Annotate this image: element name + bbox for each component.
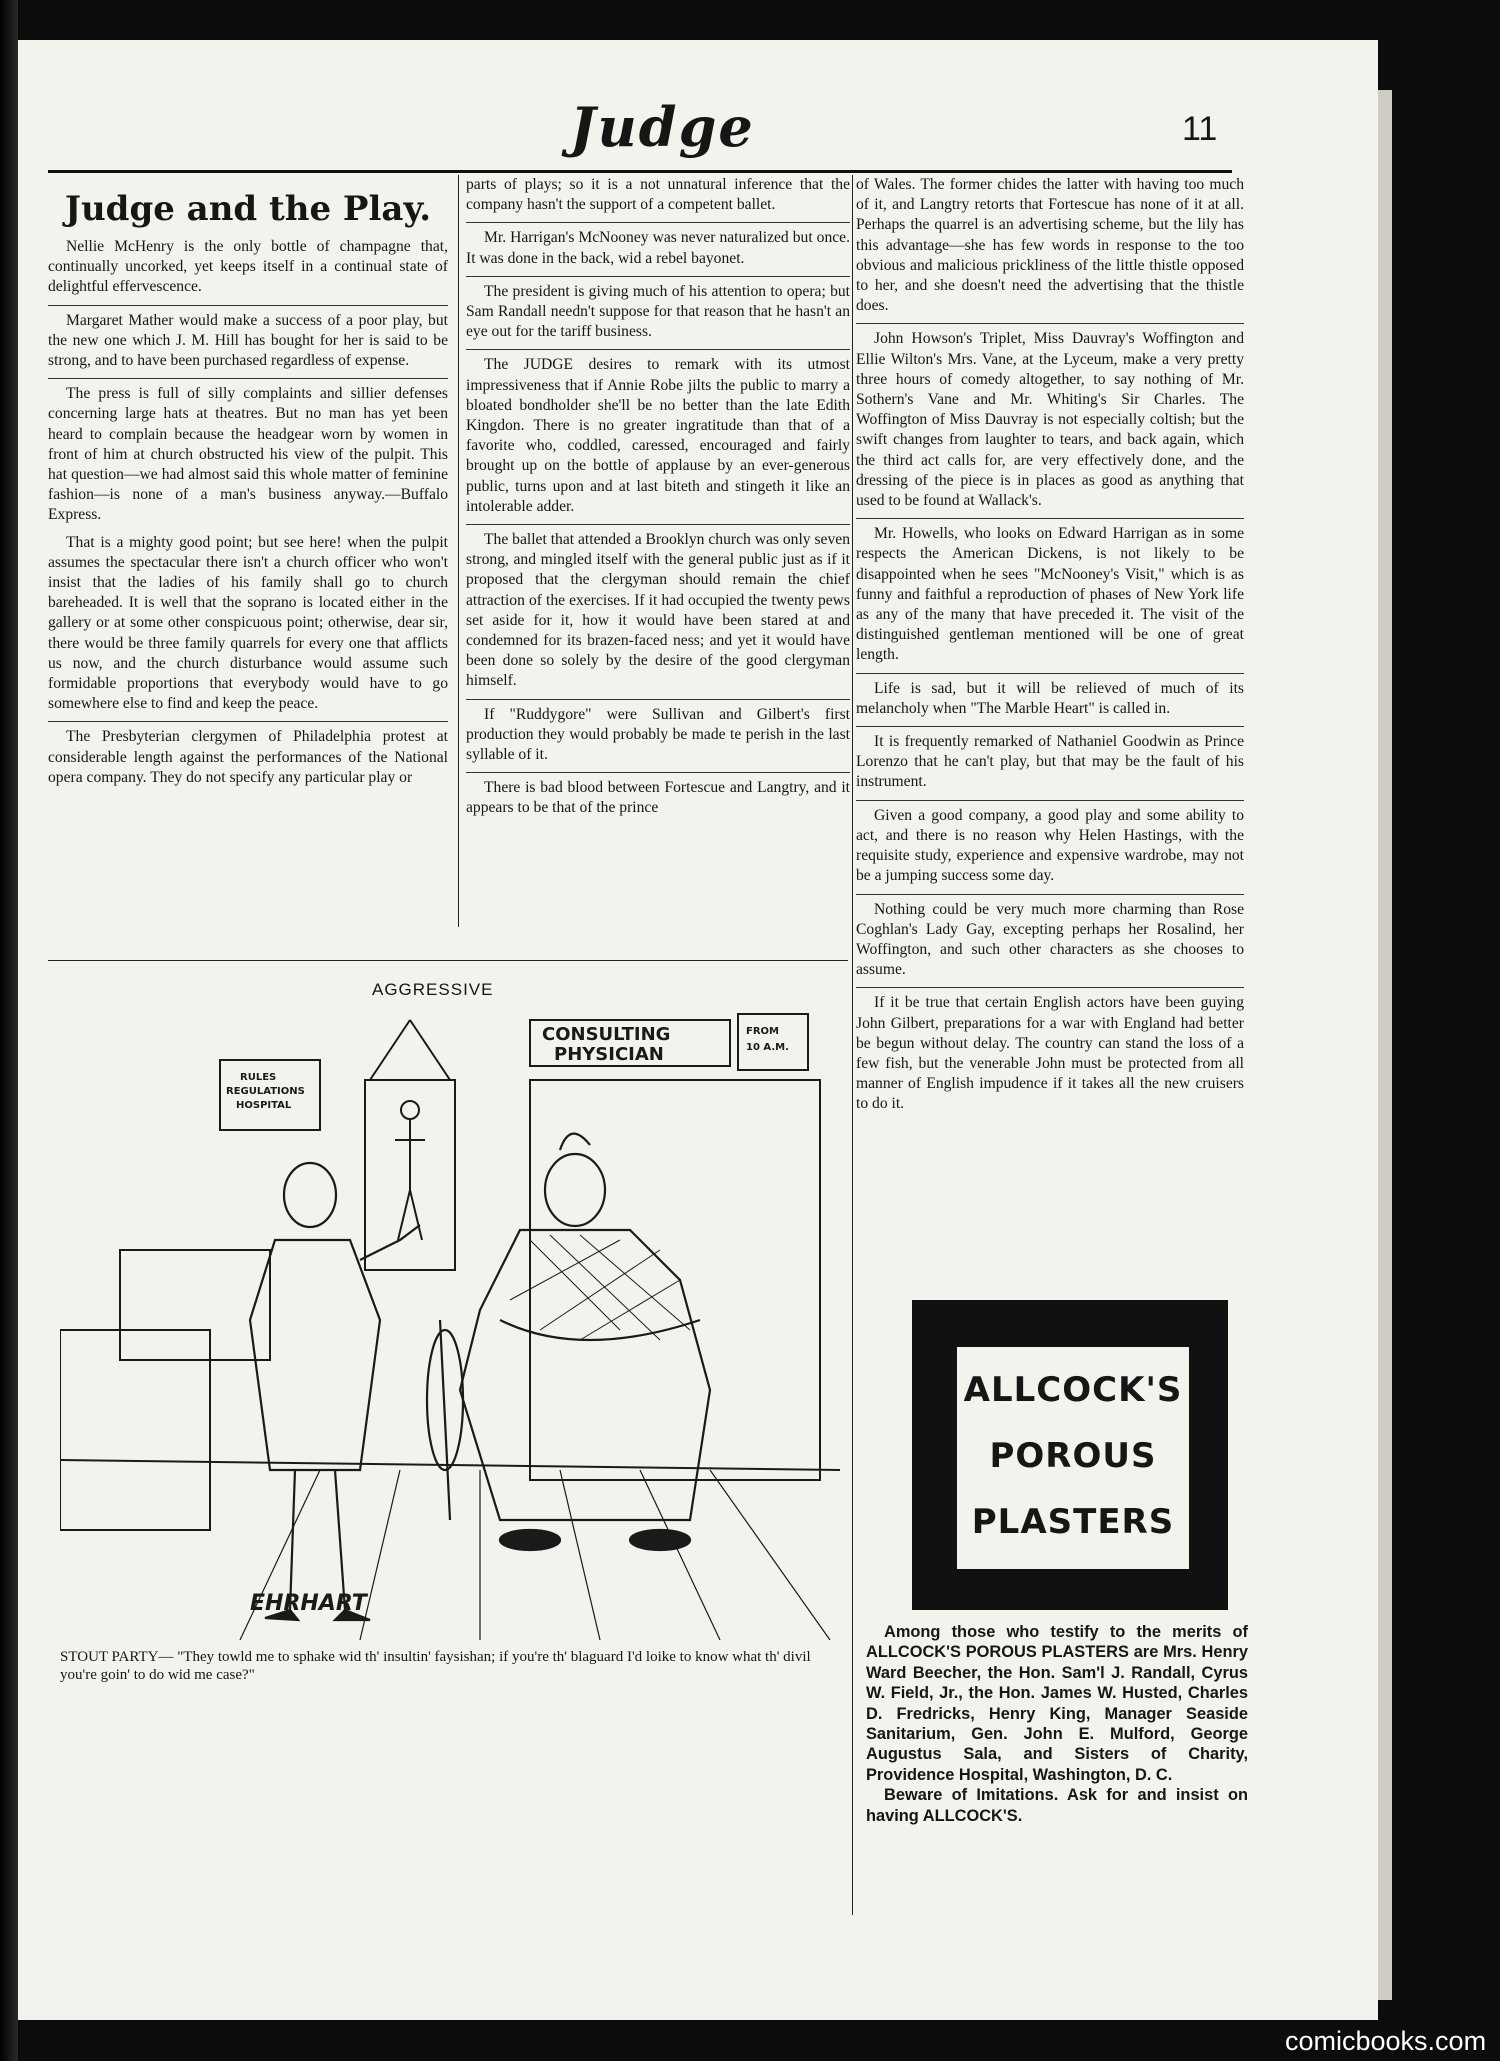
umbrella [440,1320,450,1520]
column-1 [48,175,448,795]
paragraph: The ballet that attended a Brooklyn church was only seven strong, and mingled itself with the general public just as if it proposed that the clergyman should remain the chief attraction of the exercises. If it had occupied the twenty pews set aside for it, how it would have been stared at and condemned for its brazen-faced ness; and yet it would have been done so solely by the desire of the good clergyman himself. [466,524,850,692]
hours-sign-text: FROM [746,1026,779,1037]
paragraph: Nellie McHenry is the only bottle of champagne that, continually uncorked, yet keeps itself in a continual state of delightful effervescence. [48,238,448,296]
rules-poster-text: HOSPITAL [236,1100,292,1111]
ad-title [957,1357,1189,1555]
section-rule [48,960,848,961]
paragraph: Nothing could be very much more charming than Rose Coghlan's Lady Gay, excepting perhaps her Rosalind, her Woffington, and such other characters as she chooses to assume. [856,894,1244,981]
paragraph: Margaret Mather would make a success of a poor play, but the new one which J. M. Hill has bought for her is said to be strong, and to have been purchased regardless of expense. [48,305,448,372]
doorway [530,1080,820,1480]
cartoon-caption [60,1648,840,1684]
column-rule [852,175,853,1915]
paragraph: It is frequently remarked of Nathaniel Goodwin as Prince Lorenzo that he can't play, but that may be the fault of his instrument. [856,726,1244,793]
paragraph: If "Ruddygore" were Sullivan and Gilbert's first production they would probably be made te perish in the last syllable of it. [466,699,850,766]
rules-poster-text: RULES [240,1072,277,1083]
article-headline: Judge and the Play. [64,189,432,229]
page-number: 11 [1182,110,1218,148]
column-3 [856,175,1244,1122]
paragraph: The JUDGE desires to remark with its utmost impressiveness that if Annie Robe jilts the public to marry a bloated bondholder she'll be no better than the late Edith Kingdon. There is no greater ingratitude than that of a favorite who, coddled, caressed, encouraged and fairly brought up on the bottle of applause by an ever-generous public, turns upon and at last biteth and stingeth it like an intolerable adder. [466,349,850,517]
shawl-hatching [510,1235,690,1340]
rules-poster-text: REGULATIONS [226,1086,305,1097]
consulting-sign-text: CONSULTING [542,1024,671,1045]
ad-body [866,1622,1248,1826]
paragraph: parts of plays; so it is a not unnatural inference that the company hasn't the support of a competent ballet. [466,176,850,214]
consulting-sign-text: PHYSICIAN [554,1044,664,1065]
ad-title-panel [954,1344,1192,1572]
paragraph: If it be true that certain English actors have been guying John Gilbert, preparations for a war with England had better be begun without delay. The country can stand the loss of a few fish, but the venerable John must be protected from all manner of English impudence if it takes all the new cruisers to do it. [856,987,1244,1114]
paragraph: The president is giving much of his attention to opera; but Sam Randall needn't suppose for that reason that he hasn't an eye out for the tariff business. [466,276,850,343]
masthead: Judge [570,95,755,159]
ad-title-line: ALLCOCK'S [963,1370,1183,1410]
ad-warning: Beware of Imitations. Ask for and insist on having ALLCOCK'S. [866,1786,1248,1825]
paragraph: The Presbyterian clergymen of Philadelphia protest at considerable length against the performances of the National opera company. They do not specify any particular play or [48,721,448,788]
paragraph: The press is full of silly complaints and sillier defenses concerning large hats at theatres. But no man has yet been heard to complain because the headgear worn by women in front of him at church obstructed his view of the pulpit. This hat question—we had almost said this whole matter of feminine fashion—is none of a man's business anyway.—Buffalo Express. [48,378,448,525]
hours-sign-text: 10 A.M. [746,1042,789,1053]
paragraph: Mr. Harrigan's McNooney was never naturalized but once. It was done in the back, wid a rebel bayonet. [466,222,850,268]
paragraph: That is a mighty good point; but see here! when the pulpit assumes the spectacular there isn't a church officer who won't insist that the ladies of his family shall go to church bareheaded. It is well that the soprano is located either in the gallery or at some other conspicuous point; otherwise, dear sir, there would be three family quarrels for every one that afflicts us now, and the church disturbance would assume such formidable proportions that everybody would have to go somewhere else to find and keep the peace. [48,533,448,713]
page-edge [1378,90,1392,2000]
doctor-figure [250,1163,420,1620]
watermark: comicbooks.com [1285,2026,1487,2056]
artist-signature: EHRHART [250,1591,367,1616]
paragraph: Mr. Howells, who looks on Edward Harrigan as in some respects the American Dickens, is not likely to be disappointed when he sees "McNooney's Visit," which is as funny and faithful a reproduction of phases of New York life as any of the many that have preceded it. The visit of the distinguished gentleman mentioned will be one of great length. [856,518,1244,665]
desk [120,1250,270,1360]
allcocks-ad-frame [912,1300,1228,1610]
ad-testimonial: Among those who testify to the merits of ALLCOCK'S POROUS PLASTERS are Mrs. Henry Ward Beecher, the Hon. Sam'l J. Randall, Cyrus W. Field, Jr., the Hon. James W. Husted, Charles D. Fredricks, Henry King, Manager Seaside Sanitarium, Gen. John E. Mulford, George Augustus Sala, and Sisters of Charity, Providence Hospital, Washington, D. C. [866,1623,1248,1784]
paragraph: Given a good company, a good play and some ability to act, and there is no reason why Helen Hastings, with the requisite study, experience and expensive wardrobe, may not be a jumping success some day. [856,800,1244,887]
ad-title-line: PLASTERS [971,1502,1175,1542]
page-spine [0,0,18,2061]
paragraph: John Howson's Triplet, Miss Dauvray's Woffington and Ellie Wilton's Mrs. Vane, at the Lyceum, make a very pretty three hours of comedy altogether, to say nothing of Mr. Sothern's Vane and Mr. Whiting's Sir Charles. The Woffington of Miss Dauvray is not especially coltish; but the swift changes from laughter to tears, and back again, which the third act calls for, are very effectively done, and the dressing of the piece is in places as good as anything that used to be found at Wallack's. [856,323,1244,511]
chart-hanger [370,1020,450,1080]
cartoon-illustration [60,1000,840,1640]
caption-text: "They towld me to sphake wid th' insultin' faysishan; if you're th' blaguard I'd loike to know what th' divil you're goin' to do wid me case?" [60,1649,811,1683]
caption-speaker: STOUT PARTY— [60,1649,174,1665]
column-rule [458,175,459,927]
cartoon-title: AGGRESSIVE [372,980,494,999]
ad-title-line: POROUS [989,1436,1157,1476]
paragraph: There is bad blood between Fortescue and Langtry, and it appears to be that of the prince [466,772,850,818]
paragraph: Life is sad, but it will be relieved of much of its melancholy when "The Marble Heart" is called in. [856,673,1244,719]
stout-party-figure [427,1134,710,1550]
paragraph: of Wales. The former chides the latter with having too much of it, and Langtry retorts that Fortescue has none of it at all. Perhaps the quarrel is an advertising scheme, but the lily has this advantage—she has few words in response to the too obvious and malicious prickliness of the little thistle opposed to her, and she doesn't need the advertising that the thistle does. [856,176,1244,315]
header-rule [48,170,1232,173]
column-2 [466,175,850,826]
